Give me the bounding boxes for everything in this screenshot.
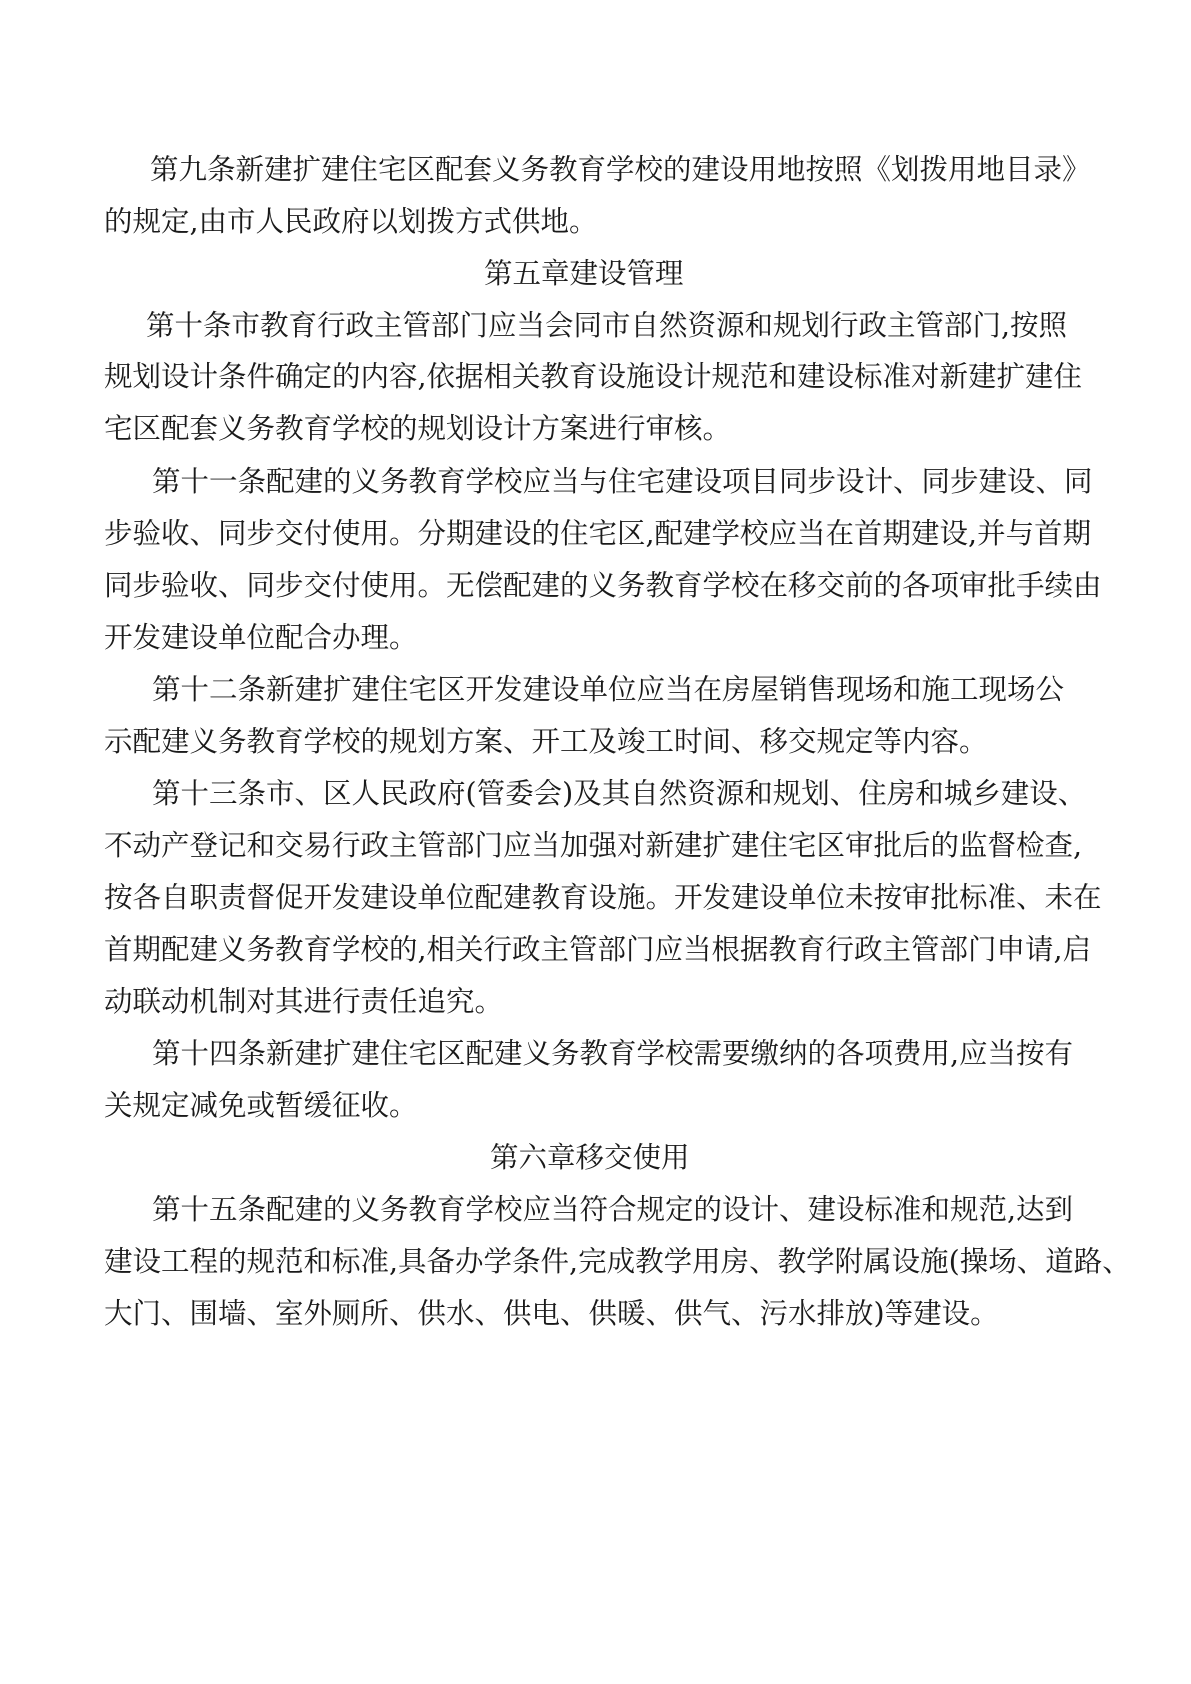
paragraph-line: 示配建义务教育学校的规划方案、开工及竣工时间、移交规定等内容。: [104, 725, 988, 758]
paragraph-line: 第十五条配建的义务教育学校应当符合规定的设计、建设标准和规范,达到: [152, 1193, 1074, 1226]
paragraph-line: 按各自职责督促开发建设单位配建教育设施。开发建设单位未按审批标准、未在: [104, 881, 1102, 914]
paragraph-line: 步验收、同步交付使用。分期建设的住宅区,配建学校应当在首期建设,并与首期: [104, 517, 1092, 550]
paragraph-line: 第十三条市、区人民政府(管委会)及其自然资源和规划、住房和城乡建设、: [152, 777, 1087, 810]
chapter-heading: 第五章建设管理: [484, 257, 684, 290]
paragraph-line: 动联动机制对其进行责任追究。: [104, 985, 504, 1018]
paragraph-line: 第十四条新建扩建住宅区配建义务教育学校需要缴纳的各项费用,应当按有: [152, 1037, 1074, 1070]
paragraph-line: 第九条新建扩建住宅区配套义务教育学校的建设用地按照《划拨用地目录》: [150, 153, 1091, 186]
paragraph-line: 首期配建义务教育学校的,相关行政主管部门应当根据教育行政主管部门申请,启: [104, 933, 1092, 966]
paragraph-line: 关规定减免或暂缓征收。: [104, 1089, 418, 1122]
paragraph-line: 第十二条新建扩建住宅区开发建设单位应当在房屋销售现场和施工现场公: [152, 673, 1065, 706]
paragraph-line: 第十一条配建的义务教育学校应当与住宅建设项目同步设计、同步建设、同: [152, 465, 1093, 498]
paragraph-line: 开发建设单位配合办理。: [104, 621, 418, 654]
paragraph-line: 宅区配套义务教育学校的规划设计方案进行审核。: [104, 412, 732, 445]
paragraph-line: 第十条市教育行政主管部门应当会同市自然资源和规划行政主管部门,按照: [146, 309, 1068, 342]
paragraph-line: 大门、围墙、室外厕所、供水、供电、供暖、供气、污水排放)等建设。: [104, 1297, 999, 1330]
paragraph-line: 建设工程的规范和标准,具备办学条件,完成教学用房、教学附属设施(操场、道路、: [104, 1245, 1131, 1278]
chapter-heading: 第六章移交使用: [490, 1141, 690, 1174]
paragraph-line: 同步验收、同步交付使用。无偿配建的义务教育学校在移交前的各项审批手续由: [104, 569, 1102, 602]
paragraph-line: 不动产登记和交易行政主管部门应当加强对新建扩建住宅区审批后的监督检查,: [104, 829, 1083, 862]
paragraph-line: 的规定,由市人民政府以划拨方式供地。: [104, 205, 598, 238]
paragraph-line: 规划设计条件确定的内容,依据相关教育设施设计规范和建设标准对新建扩建住: [104, 360, 1083, 393]
